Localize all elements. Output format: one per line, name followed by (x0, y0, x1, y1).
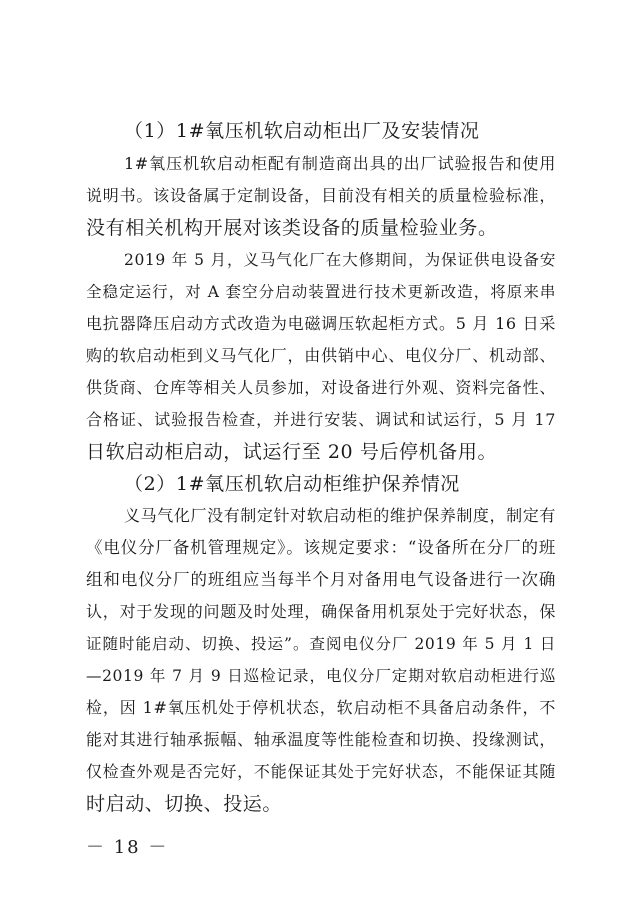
paragraph-line: 没有相关机构开展对该类设备的质量检验业务。 (86, 217, 498, 239)
section-1-heading: （1）1#氧压机软启动柜出厂及安装情况 (124, 120, 480, 142)
paragraph-line: 能对其进行轴承振幅、轴承温度等性能检查和切换、投缘测试， (86, 730, 556, 749)
paragraph-line: 仅检查外观是否完好，不能保证其处于完好状态，不能保证其随 (86, 762, 556, 781)
paragraph-line: 《电仪分厂备机管理规定》。该规定要求：“设备所在分厂的班 (86, 538, 556, 557)
paragraph-line: —2019 年 7 月 9 日巡检记录，电仪分厂定期对软启动柜进行巡 (86, 667, 556, 685)
paragraph-line: 组和电仪分厂的班组应当每半个月对备用电气设备进行一次确 (86, 570, 556, 589)
paragraph-line: 检，因 1#氧压机处于停机状态，软启动柜不具备启动条件，不 (86, 698, 556, 717)
paragraph-line: 电抗器降压启动方式改造为电磁调压软起柜方式。5 月 16 日采 (86, 314, 556, 333)
paragraph-line: 认，对于发现的问题及时处理，确保备用机泵处于完好状态，保 (86, 602, 556, 621)
paragraph-line: 证随时能启动、切换、投运”。查阅电仪分厂 2019 年 5 月 1 日 (86, 635, 556, 653)
paragraph-line: 1#氧压机软启动柜配有制造商出具的出厂试验报告和使用 (124, 154, 556, 173)
paragraph-line: 购的软启动柜到义马气化厂，由供销中心、电仪分厂、机动部、 (86, 346, 556, 365)
paragraph-line: 义马气化厂没有制定针对软启动柜的维护保养制度，制定有 (124, 506, 556, 525)
paragraph-line: 日软启动柜启动，试运行至 20 号后停机备用。 (86, 441, 498, 463)
section-2-heading: （2）1#氧压机软启动柜维护保养情况 (124, 473, 460, 495)
paragraph-line: 供货商、仓库等相关人员参加，对设备进行外观、资料完备性、 (86, 378, 556, 397)
paragraph-line: 说明书。该设备属于定制设备，目前没有相关的质量检验标准， (86, 186, 556, 205)
paragraph-line: 全稳定运行，对 A 套空分启动装置进行技术更新改造，将原来串 (86, 283, 556, 301)
paragraph-line: 2019 年 5 月，义马气化厂在大修期间，为保证供电设备安 (124, 251, 556, 269)
paragraph-line: 时启动、切换、投运。 (86, 793, 283, 815)
page-number: － 18 － (86, 837, 169, 858)
paragraph-line: 合格证、试验报告检查，并进行安装、调试和试运行，5 月 17 (86, 410, 556, 429)
